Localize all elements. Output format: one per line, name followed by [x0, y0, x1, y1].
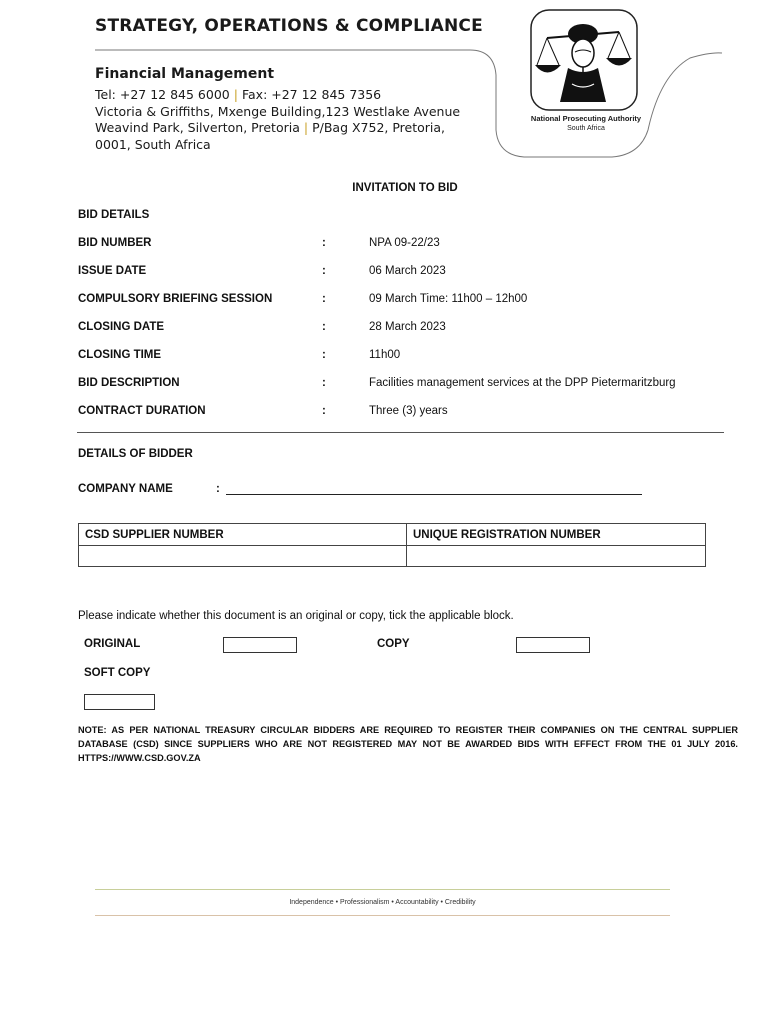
- company-name-field[interactable]: [226, 494, 642, 495]
- field-colon: :: [322, 405, 326, 417]
- letterhead-address-3: 0001, South Africa: [95, 137, 211, 152]
- letterhead-department: STRATEGY, OPERATIONS & COMPLIANCE: [95, 16, 483, 36]
- document-title: INVITATION TO BID: [352, 182, 458, 194]
- supplier-numbers-table: [78, 523, 706, 567]
- section-divider: [77, 432, 724, 433]
- field-colon: :: [322, 349, 326, 361]
- field-colon: :: [322, 293, 326, 305]
- letterhead-address-2: [95, 120, 445, 135]
- csd-supplier-input[interactable]: [79, 546, 407, 567]
- section-bidder-details: DETAILS OF BIDDER: [78, 448, 193, 460]
- copy-instruction: Please indicate whether this document is an original or copy, tick the applicable block.: [78, 610, 514, 622]
- org-country: South Africa: [567, 125, 605, 132]
- company-name-colon: :: [216, 483, 220, 495]
- company-name-label: COMPANY NAME: [78, 483, 173, 495]
- registration-number-input[interactable]: [407, 546, 706, 567]
- field-value: 28 March 2023: [369, 321, 446, 333]
- field-colon: :: [322, 237, 326, 249]
- csd-supplier-header: CSD SUPPLIER NUMBER: [79, 524, 407, 546]
- pipe-separator: |: [303, 120, 309, 135]
- field-label: CONTRACT DURATION: [78, 405, 206, 417]
- field-label: BID DESCRIPTION: [78, 377, 180, 389]
- footer-values: Independence • Professionalism • Accountability • Credibility: [289, 899, 476, 906]
- field-label: ISSUE DATE: [78, 265, 147, 277]
- field-value: 11h00: [369, 349, 401, 361]
- letterhead-address-2b: P/Bag X752, Pretoria,: [312, 120, 446, 135]
- letterhead-address-2a: Weavind Park, Silverton, Pretoria: [95, 120, 300, 135]
- field-colon: :: [322, 321, 326, 333]
- letterhead-fax: Fax: +27 12 845 7356: [241, 87, 382, 102]
- section-bid-details: BID DETAILS: [78, 209, 150, 221]
- field-value: Three (3) years: [369, 405, 448, 417]
- field-value: NPA 09-22/23: [369, 237, 440, 249]
- original-checkbox[interactable]: [223, 637, 297, 653]
- field-label: COMPULSORY BRIEFING SESSION: [78, 293, 273, 305]
- field-colon: :: [322, 265, 326, 277]
- letterhead-tel: Tel: +27 12 845 6000: [95, 87, 230, 102]
- original-label: ORIGINAL: [84, 638, 141, 650]
- field-label: CLOSING DATE: [78, 321, 165, 333]
- copy-label: COPY: [377, 638, 410, 650]
- soft-copy-checkbox[interactable]: [84, 694, 155, 710]
- npa-logo-icon: [531, 10, 637, 110]
- field-label: CLOSING TIME: [78, 349, 162, 361]
- footer-bottom-rule: [95, 915, 670, 916]
- letterhead-address-1: Victoria & Griffiths, Mxenge Building,123 Westlake Avenue: [95, 104, 461, 119]
- org-name: National Prosecuting Authority: [530, 114, 642, 123]
- field-value: Facilities management services at the DPP Pietermaritzburg: [369, 377, 676, 389]
- soft-copy-label: SOFT COPY: [84, 667, 151, 679]
- pipe-separator: |: [233, 87, 238, 102]
- footer-top-rule: [95, 889, 670, 890]
- copy-checkbox[interactable]: [516, 637, 590, 653]
- field-colon: :: [322, 377, 326, 389]
- csd-registration-note: NOTE: AS PER NATIONAL TREASURY CIRCULAR BIDDERS ARE REQUIRED TO REGISTER THEIR COMPANIES ON THE CENTRAL SUPPLIER DATABASE (CSD) SINCE SUPPLIERS WHO ARE NOT REGISTERED MAY NOT BE AWARDED BIDS WITH EFFECT FROM THE 01 JULY 2016. HTTPS://WWW.CSD.GOV.ZA: [78, 725, 738, 763]
- registration-number-header: UNIQUE REGISTRATION NUMBER: [407, 524, 706, 546]
- letterhead-unit: Financial Management: [95, 66, 275, 82]
- field-label: BID NUMBER: [78, 237, 152, 249]
- field-value: 09 March Time: 11h00 – 12h00: [369, 293, 528, 305]
- letterhead-phone-line: [95, 87, 381, 102]
- field-value: 06 March 2023: [369, 265, 446, 277]
